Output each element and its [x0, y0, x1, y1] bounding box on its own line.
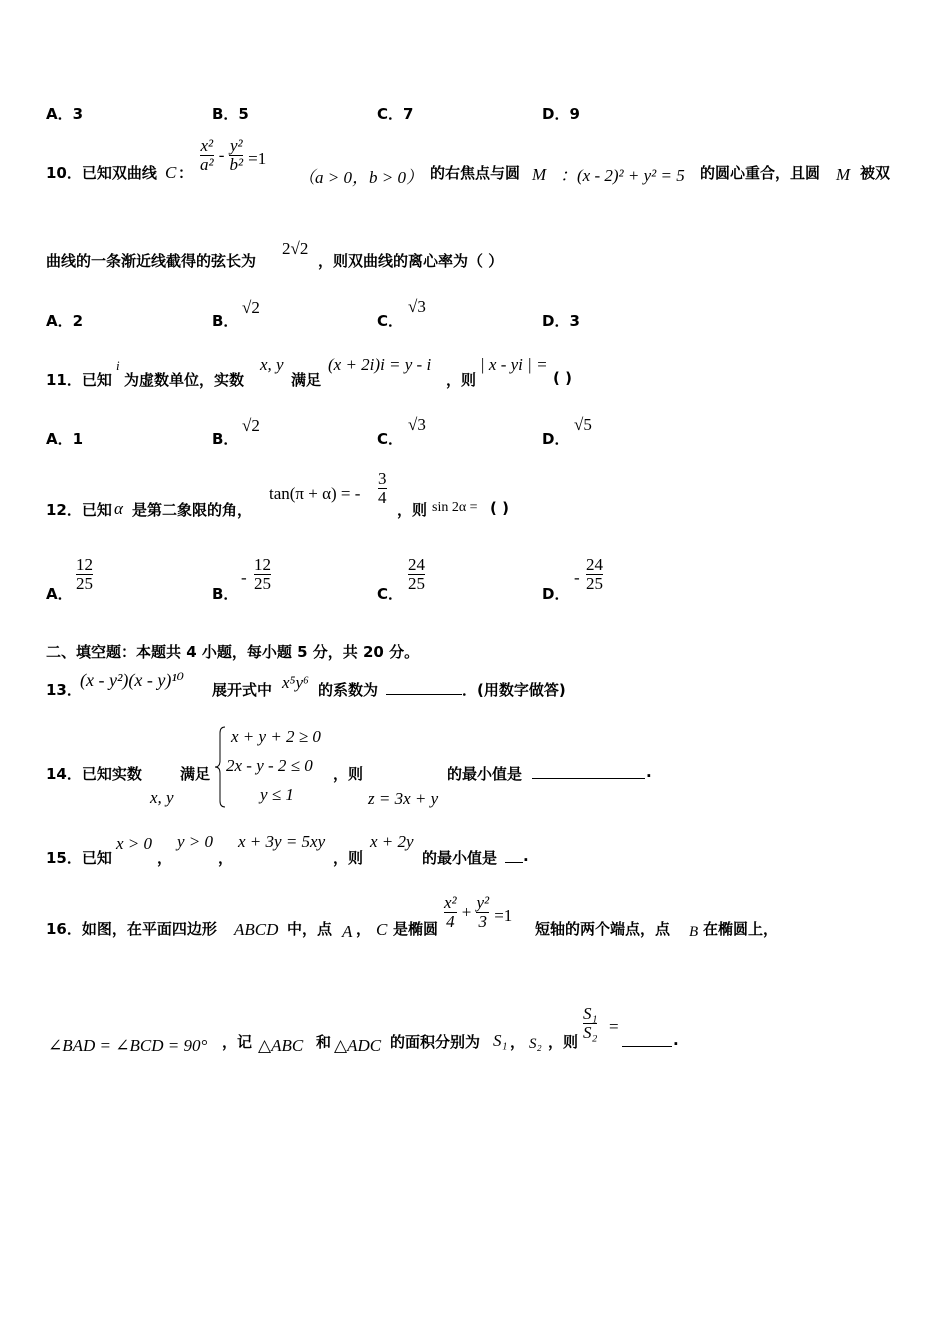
q10-frac-y: $\frac{\text{y²}}{\text{b²}}$: [229, 136, 244, 174]
q9-option-d: D．9: [542, 105, 580, 123]
q10-hyperbola-name: C: [165, 163, 177, 182]
q14-text-4: .: [646, 763, 652, 781]
q11-option-c: C．: [377, 430, 404, 448]
q10-circle-name-2: M: [836, 165, 851, 184]
q11-option-b-value: √2: [242, 416, 260, 435]
q16-point-b: B: [689, 924, 699, 940]
q13-term: x⁵y⁶: [282, 673, 309, 692]
q16-text-3: 短轴的两个端点，点: [535, 920, 671, 938]
q16-area-s2: S₂: [529, 1036, 542, 1052]
q12-option-d: D．: [542, 585, 570, 603]
q14-text-3: 的最小值是: [447, 765, 523, 783]
q14-constraint-3: y ≤ 1: [260, 785, 294, 804]
q10-chord-length: 2√2: [282, 239, 309, 258]
q16-text-6: 和: [316, 1033, 332, 1051]
q15-answer-blank: [505, 848, 523, 863]
q9-option-c: C．7: [377, 105, 414, 123]
q12-fraction: $\frac{3}{4}$: [378, 469, 387, 507]
q10-text-tail: 被双: [860, 164, 891, 182]
q13-text-1: 展开式中: [212, 681, 273, 699]
q10-circle-equation: ：(x - 2)² + y² = 5: [560, 166, 685, 185]
q13-answer-blank: [386, 680, 462, 695]
q11-vars: x, y: [260, 355, 284, 374]
q15-text-1: ，则: [333, 849, 364, 867]
q11-text-3: ，则: [446, 371, 477, 389]
q14-text-2: ，则: [333, 765, 364, 783]
q16-area-s1: S₁: [493, 1031, 508, 1050]
q11-option-d: D．: [542, 430, 570, 448]
q12-option-b-sign: -: [241, 568, 247, 587]
q16-text-7: 的面积分别为: [390, 1033, 481, 1051]
q12-option-d-sign: -: [574, 568, 580, 587]
q10-frac-x: $\frac{\text{x²}}{\text{a²}}$: [200, 136, 214, 174]
q15-text-3: .: [523, 847, 529, 865]
q16-text-4: 在椭圆上，: [703, 920, 779, 938]
q10-option-d: D．3: [542, 312, 580, 330]
q15-expression: x + 2y: [370, 832, 414, 851]
q16-lead: 16．如图，在平面四边形: [46, 920, 217, 938]
q12-option-a-value: $\frac{12}{25}$: [76, 555, 93, 593]
q16-ellipse-equation: $\frac{\text{x²}}{4}$ + $\frac{\text{y²}}{3}$ =1: [444, 893, 513, 931]
q10-lead: 10．已知双曲线: [46, 164, 157, 182]
q16-text-1: 中，点: [287, 920, 333, 938]
q12-option-c-value: $\frac{24}{25}$: [408, 555, 425, 593]
q14-objective: z = 3x + y: [368, 789, 439, 808]
q15-comma-1: ，: [157, 849, 173, 867]
q16-triangle-adc: △ADC: [334, 1036, 382, 1055]
q11-option-b: B．: [212, 430, 239, 448]
q14-vars: x, y: [150, 788, 174, 807]
q14-answer-blank: [532, 764, 645, 779]
q9-option-b: B．5: [212, 105, 249, 123]
q16-triangle-abc: △ABC: [258, 1036, 304, 1055]
q11-option-c-value: √3: [408, 415, 426, 434]
q16-text-2: 是椭圆: [393, 920, 439, 938]
q16-quadrilateral: ABCD: [234, 920, 279, 939]
q14-lead: 14．已知实数: [46, 765, 142, 783]
q10-text-mid2: 的圆心重合，且圆: [700, 164, 821, 182]
q12-tan-expr: tan(π + α) = -: [269, 484, 361, 503]
q15-cond-1: x > 0: [116, 834, 153, 853]
q16-text-5: ，记: [222, 1033, 253, 1051]
q10-colon: ：: [178, 164, 194, 182]
q10-circle-name: M: [532, 165, 547, 184]
q16-ratio: $\frac{\text{S₁}}{\text{S₂}}$: [583, 1004, 598, 1042]
q12-lead: 12．已知: [46, 501, 112, 519]
q12-option-d-value: $\frac{24}{25}$: [586, 555, 603, 593]
q12-option-b: B．: [212, 585, 239, 603]
q13-lead: 13．: [46, 681, 82, 699]
q14-text-1: 满足: [180, 765, 211, 783]
q16-point-a: A: [342, 922, 353, 941]
q11-text-1: 为虚数单位，实数: [124, 371, 245, 389]
q16-equals: =: [609, 1017, 619, 1036]
q11-modulus: | x - yi | =: [480, 355, 548, 374]
q15-comma-2: ，: [218, 849, 234, 867]
q14-constraint-1: x + y + 2 ≥ 0: [231, 727, 321, 746]
q16-answer-blank: [622, 1032, 672, 1047]
q16-comma-2: ，: [510, 1033, 526, 1051]
q10-hyperbola-equation: $\frac{\text{x²}}{\text{a²}}$ - $\frac{\text{y²}}{\text{b²}}$ =1: [200, 136, 267, 174]
q12-option-b-value: $\frac{12}{25}$: [254, 555, 271, 593]
q11-equation: (x + 2i)i = y - i: [328, 355, 432, 374]
q10-line2-end: ，则双曲线的离心率为（ ）: [318, 252, 504, 270]
q11-option-d-value: √5: [574, 415, 592, 434]
q13-text-3: ．(用数字做答): [462, 681, 566, 699]
q11-imag-unit: i: [116, 358, 120, 373]
q12-option-c: C．: [377, 585, 404, 603]
q11-text-2: 满足: [291, 371, 322, 389]
section-heading-fill-in: 二、填空题：本题共 4 小题，每小题 5 分，共 20 分。: [46, 643, 420, 661]
q11-lead: 11．已知: [46, 371, 112, 389]
q16-comma: ，: [356, 920, 372, 938]
q15-text-2: 的最小值是: [422, 849, 498, 867]
q15-cond-3: x + 3y = 5xy: [238, 832, 326, 851]
q10-text-mid: 的右焦点与圆: [430, 164, 521, 182]
q16-point-c: C: [376, 920, 388, 939]
q12-sin-expr: sin 2α =: [432, 500, 478, 515]
q12-text-1: 是第二象限的角，: [132, 501, 253, 519]
q11-option-a: A．1: [46, 430, 84, 448]
q13-text-2: 的系数为: [318, 681, 379, 699]
q16-text-8: ，则: [548, 1033, 579, 1051]
q10-option-b-value: √2: [242, 298, 260, 317]
q12-alpha: α: [114, 499, 123, 518]
q10-option-a: A．2: [46, 312, 84, 330]
q11-paren: ( ): [553, 369, 572, 387]
q12-paren: ( ): [490, 499, 509, 517]
q10-option-c-value: √3: [408, 297, 426, 316]
q15-cond-2: y > 0: [177, 832, 214, 851]
q14-system-brace: [213, 725, 227, 809]
q10-option-b: B．: [212, 312, 239, 330]
q10-line2: 曲线的一条渐近线截得的弦长为: [46, 252, 257, 270]
q12-option-a: A．: [46, 585, 73, 603]
q12-text-2: ，则: [397, 501, 428, 519]
q9-option-a: A．3: [46, 105, 84, 123]
q14-constraint-2: 2x - y - 2 ≤ 0: [226, 756, 313, 775]
q10-option-c: C．: [377, 312, 404, 330]
q13-expression: (x - y²)(x - y)¹⁰: [80, 670, 184, 690]
q16-end: .: [673, 1031, 679, 1049]
q10-condition: （a > 0，b > 0）: [298, 168, 423, 187]
q15-lead: 15．已知: [46, 849, 112, 867]
q16-angles: ∠BAD = ∠BCD = 90°: [48, 1036, 208, 1055]
